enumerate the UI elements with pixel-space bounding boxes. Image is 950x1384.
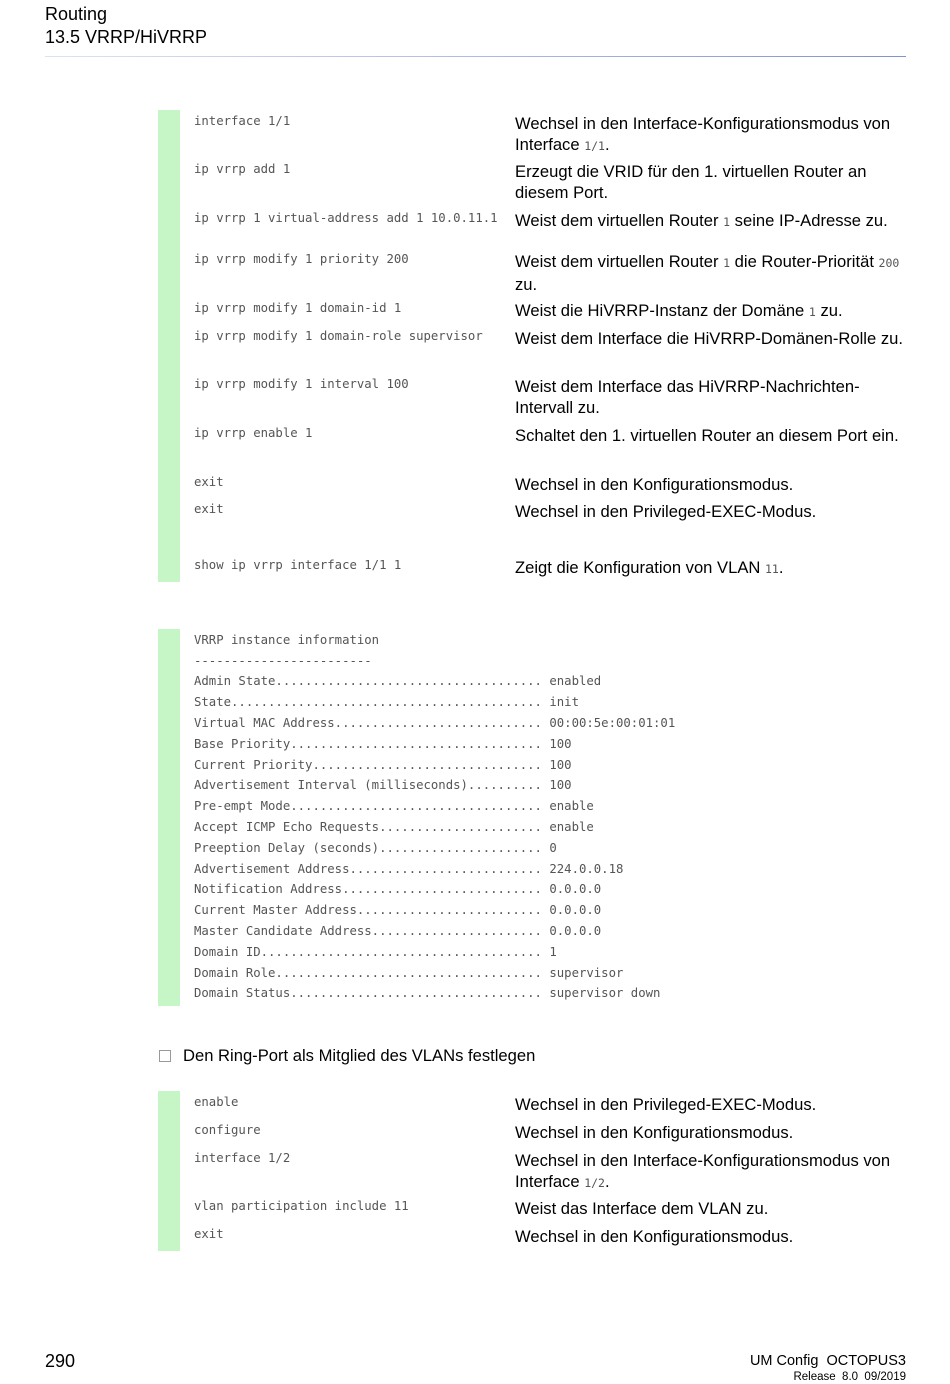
command-description: Wechsel in den Konfigurationsmodus. xyxy=(515,1123,794,1142)
command-description: Weist dem virtuellen Router 1 die Router-Priorität 200 zu. xyxy=(515,252,900,294)
output-line: State.......................................... init xyxy=(194,695,579,709)
release-info: Release 8.0 09/2019 xyxy=(793,1371,906,1383)
command-description: Weist dem Interface das HiVRRP-Nachrichten-Intervall zu. xyxy=(515,377,860,417)
output-title: VRRP instance information xyxy=(194,633,380,647)
command-description: Zeigt die Konfiguration von VLAN 11. xyxy=(515,558,784,577)
command-text: ip vrrp modify 1 interval 100 xyxy=(194,377,409,391)
chapter-title: Routing xyxy=(45,4,108,24)
command-text: ip vrrp modify 1 priority 200 xyxy=(194,252,409,266)
command-text: exit xyxy=(194,1227,224,1241)
command-description: Weist dem Interface die HiVRRP-Domänen-Rolle zu. xyxy=(515,329,903,348)
command-description: Wechsel in den Konfigurationsmodus. xyxy=(515,1227,794,1246)
output-line: Preeption Delay (seconds)...................... 0 xyxy=(194,841,557,855)
code-block-marker xyxy=(158,629,180,1006)
output-line: Admin State.................................... enabled xyxy=(194,674,602,688)
code-block-marker xyxy=(158,1091,180,1251)
output-line: Domain Status.................................. supervisor down xyxy=(194,986,661,1000)
header-divider xyxy=(45,56,906,57)
output-line: Accept ICMP Echo Requests...................... enable xyxy=(194,820,594,834)
output-line: Notification Address........................... 0.0.0.0 xyxy=(194,882,602,896)
output-line: Current Master Address......................... 0.0.0.0 xyxy=(194,903,602,917)
step-item xyxy=(159,1045,535,1066)
command-text: interface 1/2 xyxy=(194,1151,291,1165)
command-text: ip vrrp add 1 xyxy=(194,162,291,176)
command-description: Wechsel in den Interface-Konfigurationsmodus von Interface 1/1. xyxy=(515,114,891,154)
command-block-1 xyxy=(158,110,908,582)
step-text: Den Ring-Port als Mitglied des VLANs festlegen xyxy=(183,1046,536,1065)
output-line: Domain Role.................................... supervisor xyxy=(194,966,624,980)
output-line: Advertisement Interval (milliseconds).......... 100 xyxy=(194,778,572,792)
document-title: UM Config OCTOPUS3 xyxy=(749,1353,906,1369)
output-line: Base Priority.................................. 100 xyxy=(194,737,572,751)
page-header xyxy=(45,3,207,49)
command-text: vlan participation include 11 xyxy=(194,1199,409,1213)
output-line: Advertisement Address.......................... 224.0.0.18 xyxy=(194,862,624,876)
command-text: ip vrrp modify 1 domain-id 1 xyxy=(194,301,402,315)
command-text: configure xyxy=(194,1123,261,1137)
command-output-block xyxy=(158,629,908,1006)
output-line: Domain ID...................................... 1 xyxy=(194,945,557,959)
command-description: Weist dem virtuellen Router 1 seine IP-Adresse zu. xyxy=(515,211,888,230)
step-checkbox-icon xyxy=(159,1050,171,1062)
command-text: ip vrrp modify 1 domain-role supervisor xyxy=(194,329,483,343)
command-text: show ip vrrp interface 1/1 1 xyxy=(194,558,402,572)
command-text: exit xyxy=(194,502,224,516)
command-description: Weist die HiVRRP-Instanz der Domäne 1 zu. xyxy=(515,301,843,320)
command-text: ip vrrp enable 1 xyxy=(194,426,313,440)
code-block-marker xyxy=(158,110,180,582)
command-description: Wechsel in den Konfigurationsmodus. xyxy=(515,475,794,494)
output-rule: ------------------------ xyxy=(194,654,372,668)
command-text: ip vrrp 1 virtual-address add 1 10.0.11.1 xyxy=(194,211,498,225)
command-description: Weist das Interface dem VLAN zu. xyxy=(515,1199,769,1218)
command-description: Wechsel in den Interface-Konfigurationsmodus von Interface 1/2. xyxy=(515,1151,891,1191)
output-line: Current Priority............................... 100 xyxy=(194,758,572,772)
command-description: Wechsel in den Privileged-EXEC-Modus. xyxy=(515,502,817,521)
page-footer xyxy=(750,1352,906,1384)
page-number: 290 xyxy=(45,1351,76,1371)
section-title: 13.5 VRRP/HiVRRP xyxy=(45,27,208,47)
output-line: Virtual MAC Address............................ 00:00:5e:00:01:01 xyxy=(194,716,676,730)
command-description: Wechsel in den Privileged-EXEC-Modus. xyxy=(515,1095,817,1114)
command-text: exit xyxy=(194,475,224,489)
command-text: interface 1/1 xyxy=(194,114,291,128)
output-line: Pre-empt Mode.................................. enable xyxy=(194,799,594,813)
command-description: Schaltet den 1. virtuellen Router an diesem Port ein. xyxy=(515,426,899,445)
command-description: Erzeugt die VRID für den 1. virtuellen Router an diesem Port. xyxy=(515,162,867,202)
command-text: enable xyxy=(194,1095,239,1109)
command-block-2 xyxy=(158,1091,908,1251)
output-line: Master Candidate Address....................... 0.0.0.0 xyxy=(194,924,602,938)
